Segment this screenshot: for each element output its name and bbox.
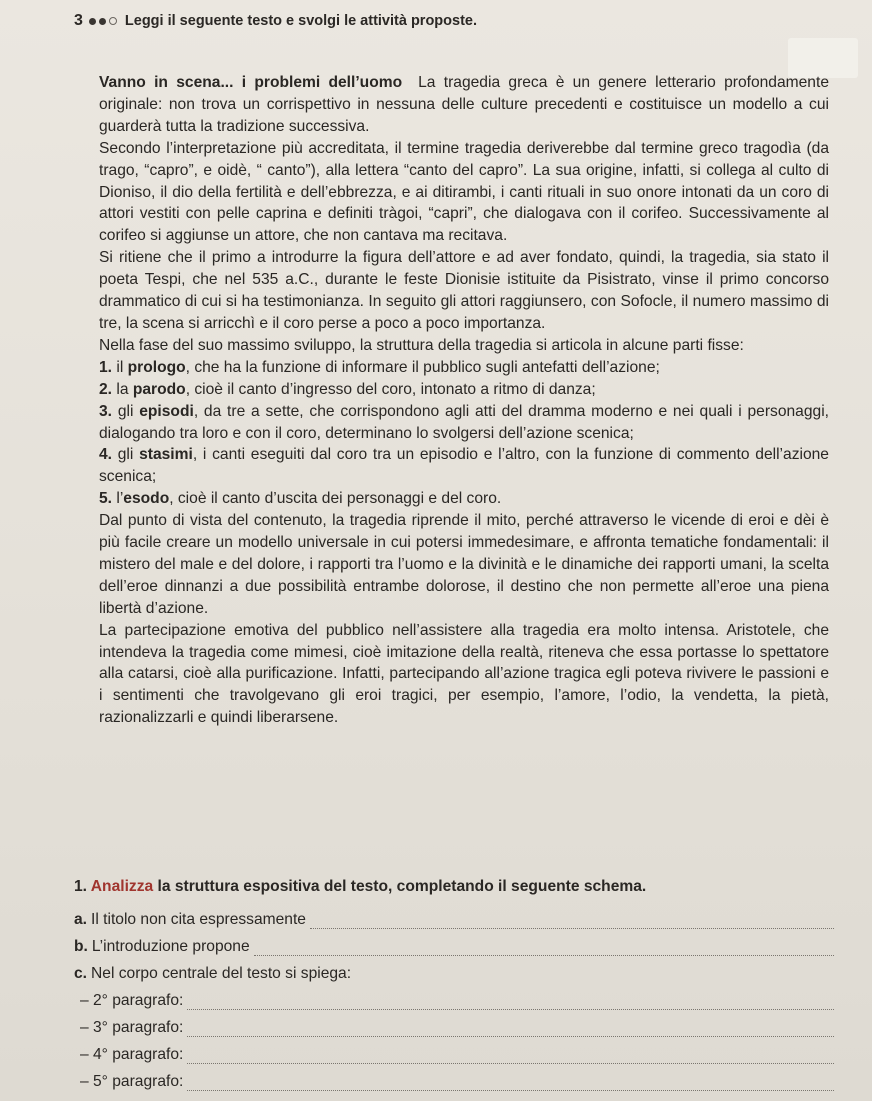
list-item	[99, 488, 829, 510]
list-item	[99, 379, 829, 401]
paragraph-3: Si ritiene che il primo a introdurre la figura dell’attore e ad aver fondato, quindi, la tragedia, sia stato il poeta Tespi, che nel 535 a.C., durante le feste Dionisie istituite da Pisistrato, vinse il primo concorso drammatico di cui si ha testimonianza. In seguito gli attori raggiunsero, con Sofocle, il numero massimo di tre, la scena si arricchì e il coro perse a poco a poco importanza.	[99, 249, 829, 332]
paragraph-5: Dal punto di vista del contenuto, la tragedia riprende il mito, perché attraverso le vicende di eroi e dèi è più facile creare un modello universale in cui potersi immedesimare, e affronta tematiche fondamentali: il mistero del male e del dolore, i rapporti tra l’uomo e la divinità e le dinamiche dei rapporti umani, la scelta dell’eroe dinnanzi a due possibilità entrambe dolorose, il destino che non permette all’eroe una piena libertà d’azione.	[99, 512, 829, 617]
question-number: 1.	[74, 878, 88, 895]
answer-letter: b.	[74, 938, 88, 955]
item-number: 5.	[99, 490, 113, 508]
exercise-header	[74, 12, 832, 30]
item-term: episodi	[139, 402, 194, 420]
item-number: 3.	[99, 402, 113, 420]
answer-line[interactable]	[310, 914, 834, 929]
item-term: prologo	[127, 358, 186, 376]
item-term: stasimi	[139, 446, 193, 464]
answer-letter: a.	[74, 911, 88, 928]
item-article: il	[116, 358, 124, 376]
paragraph-4: Nella fase del suo massimo sviluppo, la struttura della tragedia si articola in alcune parti fisse:	[99, 336, 744, 354]
item-text: , cioè il canto d’uscita dei personaggi e del coro.	[169, 490, 502, 508]
filled-dot-icon	[89, 18, 96, 25]
answer-prompt: L’introduzione propone	[91, 938, 250, 955]
question-verb: Analizza	[90, 878, 154, 895]
answer-line[interactable]	[187, 1022, 834, 1037]
item-text: , da tre a sette, che corrispondono agli atti del dramma moderno e nei quali i personaggi, dialogando tra loro e con il coro, determinano lo svolgersi dell’azione scenica;	[99, 402, 829, 442]
item-article: l’	[116, 490, 124, 508]
list-item	[99, 401, 829, 445]
difficulty-dots-icon	[89, 17, 117, 25]
answer-label-a	[74, 911, 306, 929]
answer-letter: c.	[74, 965, 88, 982]
paragraph-1	[99, 72, 829, 138]
item-article: gli	[117, 446, 134, 464]
answer-prompt: – 3° paragrafo:	[80, 1019, 184, 1036]
item-term: esodo	[123, 490, 170, 508]
exercise-questions	[74, 878, 834, 1095]
list-item	[99, 357, 829, 379]
answer-prompt: Il titolo non cita espressamente	[91, 911, 306, 928]
filled-dot-icon	[99, 18, 106, 25]
answer-line[interactable]	[254, 941, 834, 956]
exercise-number: 3	[74, 12, 83, 29]
item-article: gli	[117, 402, 134, 420]
item-number: 2.	[99, 380, 113, 398]
item-text: , che ha la funzione di informare il pubblico sugli antefatti dell’azione;	[185, 358, 660, 376]
item-number: 1.	[99, 358, 113, 376]
answer-row-paragraph-3	[74, 1014, 834, 1037]
item-article: la	[116, 380, 129, 398]
list-item	[99, 444, 829, 488]
reading-text	[99, 72, 829, 729]
answer-prompt: – 5° paragrafo:	[80, 1073, 184, 1090]
item-text: , cioè il canto d’ingresso del coro, intonato a ritmo di danza;	[185, 380, 596, 398]
answer-prompt: – 2° paragrafo:	[80, 992, 184, 1009]
answer-row-paragraph-2	[74, 987, 834, 1010]
answer-label-c	[74, 965, 351, 983]
answer-row-b	[74, 933, 834, 956]
paragraph-6: La partecipazione emotiva del pubblico nell’assistere alla tragedia era molto intensa. Aristotele, che intendeva la tragedia come mimesi, cioè imitazione della realtà, riteneva che essa portasse lo spettatore alla catarsi, cioè alla purificazione. Infatti, partecipando all’azione tragica egli poteva rivivere le passioni e i sentimenti che travolgevano gli eroi tragici, per esempio, l’amore, l’odio, la vendetta, la pietà, razionalizzarli e quindi liberarsene.	[99, 621, 829, 727]
answer-line[interactable]	[187, 995, 834, 1010]
paragraph-1-body: La tragedia greca è un genere letterario profondamente originale: non trova un corrispettivo in nessuna delle culture precedenti e costituisce un modello a cui guarderà tutta la tradizione successiva.	[99, 74, 829, 135]
answer-prompt: – 4° paragrafo:	[80, 1046, 184, 1063]
answer-prompt: Nel corpo centrale del testo si spiega:	[91, 965, 352, 982]
paragraph-2: Secondo l’interpretazione più accreditata, il termine tragedia deriverebbe dal termine greco tragodìa (da trago, “capro”, e oidè, “ canto”), alla lettera “canto del capro”. La sua origine, infatti, si collega al culto di Dioniso, il dio della fertilità e dell’ebbrezza, e ai ditirambi, i canti rituali in suo onore intonati da un coro di attori vestiti con pelle caprina e definiti tràgoi, “capri”, che dialogava con il corifeo. Successivamente al corifeo si aggiunse un attore, che non cantava ma recitava.	[99, 139, 829, 245]
item-text: , i canti eseguiti dal coro tra un episodio e l’altro, con la funzione di commento dell’azione scenica;	[99, 446, 829, 486]
question-text: la struttura espositiva del testo, completando il seguente schema.	[157, 878, 647, 895]
item-term: parodo	[132, 380, 186, 398]
item-number: 4.	[99, 446, 113, 464]
exercise-instruction: Leggi il seguente testo e svolgi le attività proposte.	[124, 13, 478, 29]
answer-row-a	[74, 906, 834, 929]
answer-row-paragraph-5	[74, 1068, 834, 1091]
text-title: Vanno in scena... i problemi dell’uomo	[99, 74, 403, 91]
answer-row-paragraph-4	[74, 1041, 834, 1064]
empty-dot-icon	[109, 17, 117, 25]
answer-label-b	[74, 938, 250, 956]
answer-line[interactable]	[187, 1076, 834, 1091]
question-1	[74, 878, 834, 896]
answer-line[interactable]	[187, 1049, 834, 1064]
answer-row-c	[74, 960, 834, 983]
